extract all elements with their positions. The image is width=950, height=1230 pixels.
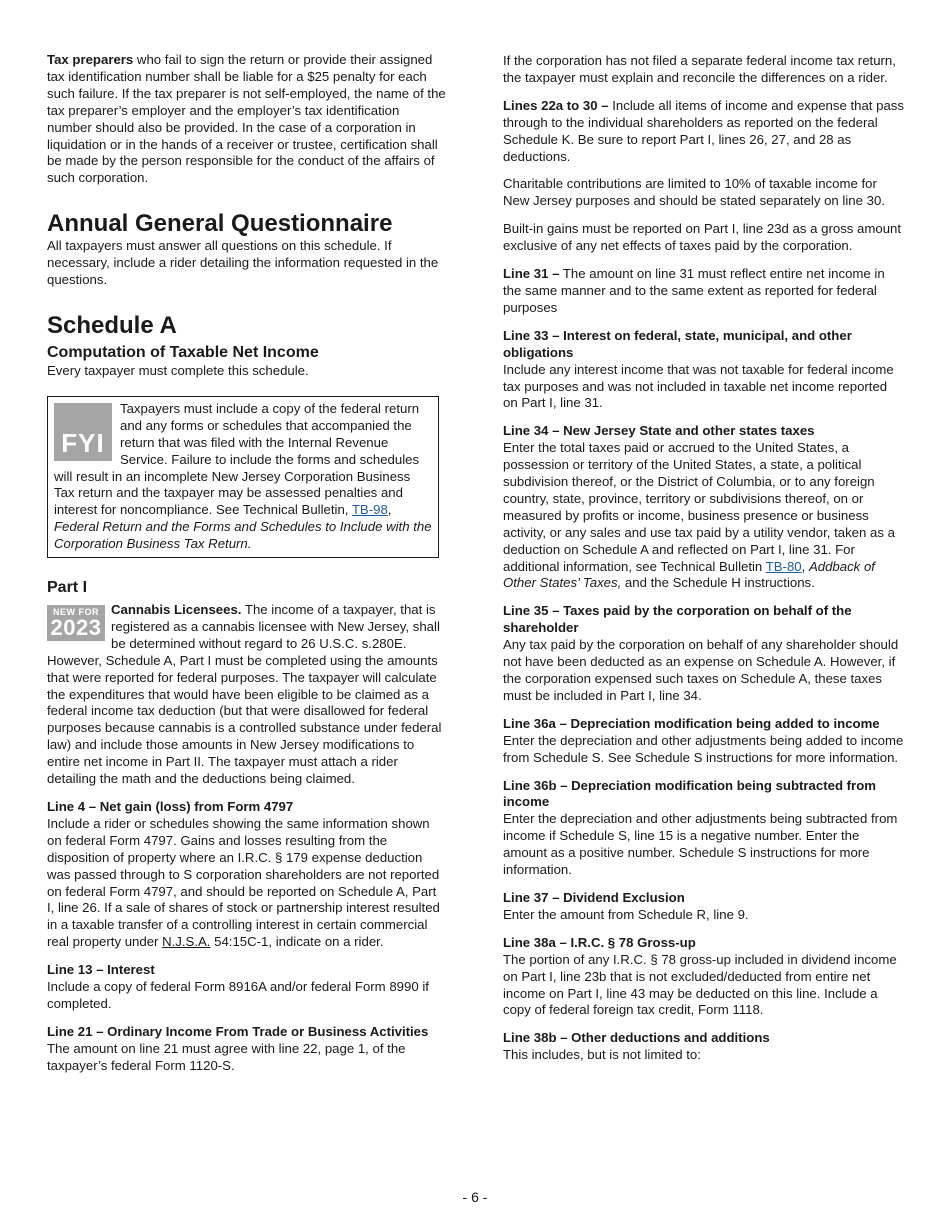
fyi-icon [54, 403, 112, 461]
line-34-text [503, 440, 905, 592]
charitable-paragraph: Charitable contributions are limited to 10% of taxable income for New Jersey purposes and should be stated separately on line 30. [503, 176, 885, 209]
line-34-italic-title: Addback of Other States’ Taxes, [503, 558, 875, 591]
line-4-text-a: Include a rider or schedules showing the same information shown on federal Form 4797. Gains and losses resulting from the disposition of property where an I.R.C. § 179 expense deduction was passed through to S corporation shareholders are not reported on federal Form 4797, and should be reported on Schedule A, Part I, line 26. If a sale of shares of stock or partnership interest resulted in a taxable transfer of a controlling interest in certain commercial real property under [47, 815, 440, 950]
line-37-text: Enter the amount from Schedule R, line 9. [503, 906, 749, 922]
line-4-text [47, 816, 447, 951]
new-for-label: NEW FOR [53, 607, 99, 618]
line-4-text-b: 54:15C-1, indicate on a rider. [210, 934, 384, 950]
reconcile-paragraph: If the corporation has not filed a separate federal income tax return, the taxpayer must explain and reconcile the differences on a rider. [503, 53, 896, 85]
line-34-text-b: and the Schedule H instructions. [621, 575, 815, 591]
line-38a-heading: Line 38a – I.R.C. § 78 Gross-up [503, 934, 696, 950]
line-13-text: Include a copy of federal Form 8916A and/or federal Form 8990 if completed. [47, 979, 429, 1011]
line-13-heading: Line 13 – Interest [47, 962, 155, 978]
line-38b-heading: Line 38b – Other deductions and additions [503, 1030, 770, 1046]
line-35-text: Any tax paid by the corporation on behalf of any shareholder should not have been deducted as an expense on Schedule A. However, if the corporation expensed such taxes on Schedule A, these taxes must be included in Part I, line 34. [503, 637, 899, 703]
line-36b-heading: Line 36b – Depreciation modification being subtracted from income [503, 777, 876, 810]
line-36a-heading: Line 36a – Depreciation modification being added to income [503, 715, 880, 731]
new-for-2023-badge [47, 605, 105, 641]
line-38a-text: The portion of any I.R.C. § 78 gross-up included in dividend income on Part I, line 23b that is not excluded/deducted from entire net income on Part I, line 43 may be deducted on this line. Include a copy of federal foreign tax credit, Form 1118. [503, 951, 897, 1018]
lines-22-30-paragraph [503, 98, 905, 166]
line-21-text: The amount on line 21 must agree with line 22, page 1, of the taxpayer’s federal Form 1120-S. [47, 1040, 406, 1073]
part-i-heading: Part I [47, 579, 88, 597]
line-38b-text: This includes, but is not limited to: [503, 1047, 701, 1063]
line-34-heading: Line 34 – New Jersey State and other states taxes [503, 423, 815, 439]
questionnaire-heading: Annual General Questionnaire [47, 210, 393, 238]
fyi-italic-title: Federal Return and the Forms and Schedules to Include with the Corporation Business Tax Return. [54, 519, 432, 552]
tb-80-link[interactable]: TB-80 [765, 558, 802, 574]
cannabis-lead: Cannabis Licensees. [111, 602, 242, 618]
line-35-heading: Line 35 – Taxes paid by the corporation on behalf of the shareholder [503, 603, 852, 636]
fyi-box [47, 396, 439, 558]
lines-22-30-lead: Lines 22a to 30 – [503, 97, 609, 113]
tax-preparers-lead: Tax preparers [47, 52, 134, 67]
tax-preparers-paragraph [47, 52, 447, 187]
schedule-a-text: Every taxpayer must complete this schedule. [47, 362, 309, 378]
lines-22-30-text: Include all items of income and expense that pass through to the individual shareholders as reported on the federal Schedule K. Be sure to report Part I, lines 26, 27, and 28 as deductions. [503, 97, 904, 164]
cannabis-text-block [47, 602, 447, 788]
left-column [47, 52, 447, 1075]
builtin-gains-paragraph: Built-in gains must be reported on Part I, line 23d as a gross amount exclusive of any net effects of taxes paid by the corporation. [503, 221, 902, 254]
questionnaire-text: All taxpayers must answer all questions on this schedule. If necessary, include a rider detailing the information requested in the questions. [47, 238, 439, 288]
line-31-paragraph [503, 266, 905, 317]
cannabis-paragraph [47, 602, 447, 788]
line-36a-text: Enter the depreciation and other adjustments being added to income from Schedule S. See Schedule S instructions for more information. [503, 732, 904, 765]
tax-preparers-text: who fail to sign the return or provide their assigned tax identification number shall be liable for a $25 penalty for each such failure. If the tax preparer is not self-employed, the name of the tax preparer’s employer and the employer’s tax identification number should also be provided. In the case of a corporation in liquidation or in the hands of a receiver or trustee, certification shall be made by the person responsible for the conduct of the affairs of such corporation. [47, 52, 446, 186]
line-36b-text: Enter the depreciation and other adjustments being subtracted from income if Schedule S, line 15 is a negative number. Enter the amount as a positive number. Schedule S instructions for more information. [503, 811, 898, 878]
line-34-sep: , [801, 558, 809, 574]
line-31-text: The amount on line 31 must reflect entire net income in the same manner and to the same extent as reported for federal purposes [503, 266, 885, 315]
njsa-reference: N.J.S.A. [162, 934, 211, 950]
line-37-heading: Line 37 – Dividend Exclusion [503, 889, 685, 905]
right-column [503, 53, 905, 1064]
line-34-text-a: Enter the total taxes paid or accrued to the United States, a possession or territory of the United States, a state, a political subdivision thereof, or the District of Columbia, or to any foreign country, state, province, territory or subdivisions thereof, on or measured by profits or income, business presence or business activity, or any sales and use tax paid by a utility vendor, taken as a deduction on Schedule A and reflected on Part I, line 31. For additional information, see Technical Bulletin [503, 440, 895, 574]
schedule-a-subheading: Computation of Taxable Net Income [47, 343, 319, 361]
line-31-lead: Line 31 – [503, 266, 560, 282]
fyi-icon-label: FYI [61, 427, 105, 458]
page-number: - 6 - [462, 1189, 488, 1205]
new-year-label: 2023 [50, 615, 102, 641]
line-4-heading: Line 4 – Net gain (loss) from Form 4797 [47, 799, 294, 814]
line-21-heading: Line 21 – Ordinary Income From Trade or Business Activities [47, 1023, 429, 1039]
schedule-a-heading: Schedule A [47, 311, 177, 339]
line-33-text: Include any interest income that was not taxable for federal income tax purposes and was not included in taxable net income reported on Part I, line 31. [503, 361, 894, 411]
fyi-sep: , [387, 502, 392, 518]
cannabis-text: The income of a taxpayer, that is registered as a cannabis licensee with New Jersey, shall be determined without regard to 26 U.S.C. s.280E. However, Schedule A, Part I must be completed using the amounts that were reported for federal purposes. The taxpayer will calculate the expenditures that would have been eligible to be claimed as a federal income tax deduction (but that were disallowed for federal purposes because cannabis is a controlled substance under federal law) and include those amounts in New Jersey modifications to entire net income in Part II. The taxpayer must attach a rider detailing the math and the deductions being claimed. [47, 602, 442, 787]
tb-98-link[interactable]: TB-98 [351, 502, 388, 518]
line-33-heading: Line 33 – Interest on federal, state, municipal, and other obligations [503, 327, 852, 360]
fyi-body: Taxpayers must include a copy of the federal return and any forms or schedules that accompanied the return that was filed with the Internal Revenue Service. Failure to include the forms and schedules will result in an incomplete New Jersey Corporation Business Tax return and the taxpayer may be assessed penalties and interest for noncompliance. See Technical Bulletin, [54, 400, 420, 518]
